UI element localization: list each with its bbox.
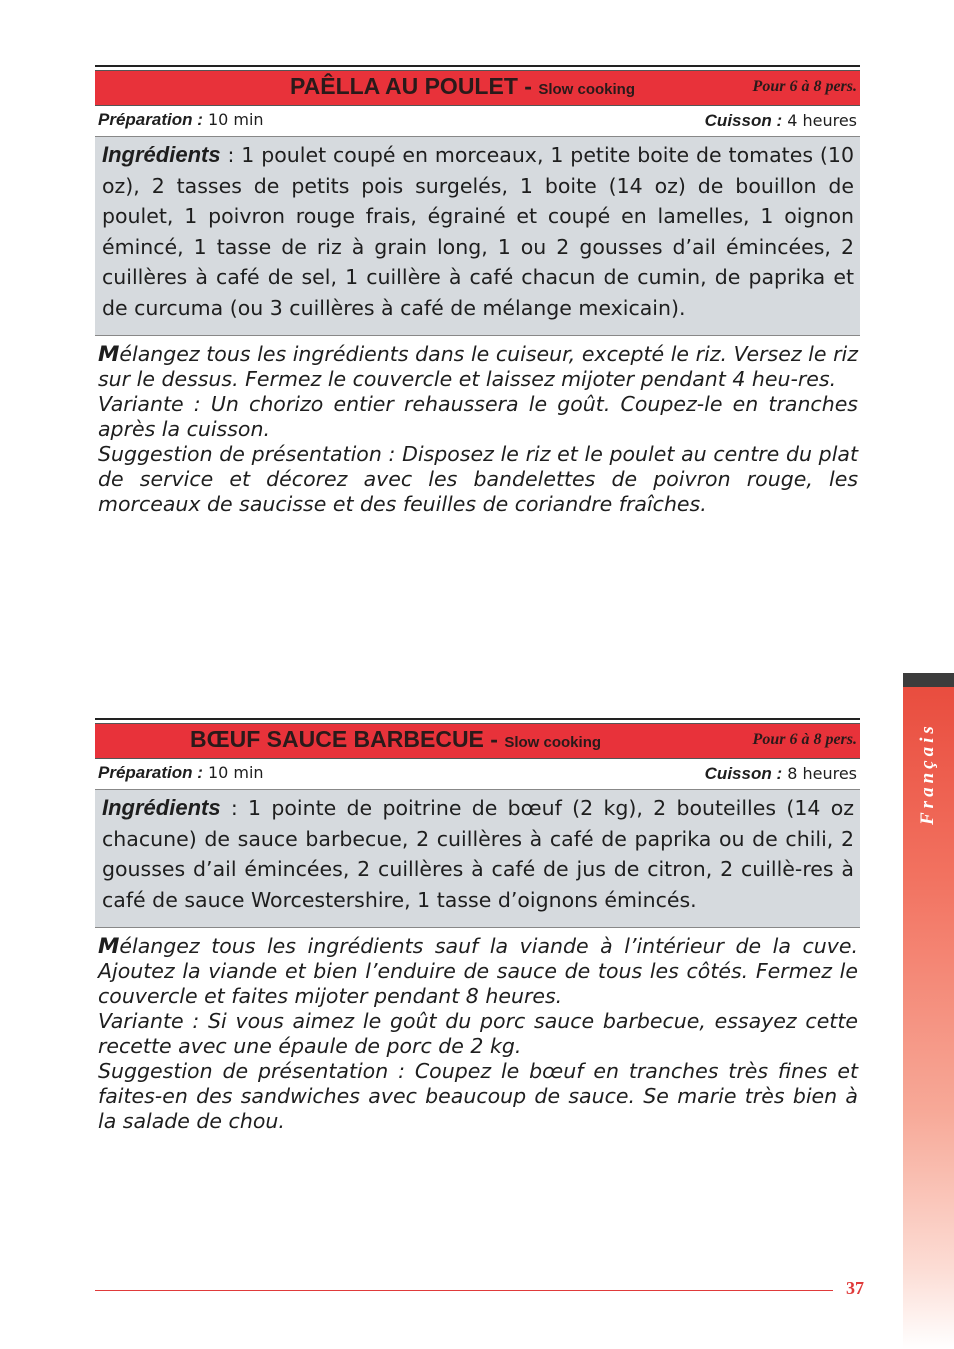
cook-time [705,111,857,131]
recipe-title-bar [95,70,860,106]
cook-label: Cuisson : [704,111,783,130]
ingredients-box [95,789,860,928]
method-text [95,928,860,1134]
recipe-title-bar [95,723,860,759]
prep-label: Préparation : [98,110,203,129]
ingredients-text: : 1 pointe de poitrine de bœuf (2 kg), 2 bouteilles (14 oz chacune) de sauce barbecue, 2 cuillères à café de paprika ou de chili, 2 gousses d’ail émincées, 2 cuillères à café de jus de citron, 2 cuillè-res à café de sauce Worcestershire, 1 tasse d’oignons émincés. [102,796,854,912]
cook-label: Cuisson : [704,764,783,783]
recipe-servings: Pour 6 à 8 pers. [752,731,857,748]
variant-paragraph: Variante : Un chorizo entier rehaussera le goût. Coupez-le en tranches après la cuisson. [98,392,858,441]
suggestion-paragraph: Suggestion de présentation : Coupez le bœuf en tranches très fines et faites-en des sandwiches avec beaucoup de sauce. Se marie très bien à la salade de chou. [98,1059,858,1133]
recipe-times [95,759,860,789]
method-paragraph [98,934,858,1009]
recipe-cooking-mode: Slow cooking [504,734,602,751]
footer-rule [95,1290,833,1291]
prep-time [98,763,264,783]
language-label: Français [917,722,938,826]
recipe-boeuf-barbecue [95,718,860,1134]
cook-value: 4 heures [787,111,857,130]
method-text [95,336,860,517]
prep-label: Préparation : [98,763,203,782]
cook-time [705,764,857,784]
method-initial: M [98,342,120,367]
recipe-paella [95,65,860,517]
prep-value: 10 min [207,763,264,782]
method-line: élangez tous les ingrédients dans le cuiseur, excepté le riz. Versez le riz sur le dessus. Fermez le couvercle et laissez mijoter pendant 4 heu-res. [98,342,858,391]
method-initial: M [98,934,120,959]
recipe-times [95,106,860,136]
recipe-title [290,73,635,100]
recipe-title-main: PAÊLLA AU POULET - [290,73,539,99]
side-tab-cap [903,673,954,687]
ingredients-label: Ingrédients [102,795,221,820]
ingredients-text: : 1 poulet coupé en morceaux, 1 petite boite de tomates (10 oz), 2 tasses de petits pois surgelés, 1 boite (14 oz) de bouillon de poulet, 1 poivron rouge frais, égrainé et coupé en lamelles, 1 oignon émincé, 1 tasse de riz à grain long, 1 ou 2 gousses d’ail émincées, 2 cuillères à café de sel, 1 cuillère à café chacun de cumin, de paprika et de curcuma (ou 3 cuillères à café de mélange mexicain). [102,143,854,320]
ingredients-label: Ingrédients [102,142,221,167]
ingredients-box [95,136,860,336]
method-line: élangez tous les ingrédients sauf la viande à l’intérieur de la cuve. Ajoutez la viande et bien l’enduire de sauce de tous les côtés. Fermez le couvercle et faites mijoter pendant 8 heures. [98,934,858,1008]
cook-value: 8 heures [787,764,857,783]
language-side-tab [903,673,954,1349]
recipe-title [190,726,601,753]
page-number: 37 [846,1278,864,1298]
prep-time [98,110,264,130]
variant-paragraph: Variante : Si vous aimez le goût du porc sauce barbecue, essayez cette recette avec une épaule de porc de 2 kg. [98,1009,858,1058]
method-paragraph [98,342,858,392]
prep-value: 10 min [207,110,264,129]
recipe-title-main: BŒUF SAUCE BARBECUE - [190,726,505,752]
suggestion-paragraph: Suggestion de présentation : Disposez le riz et le poulet au centre du plat de service et décorez avec les bandelettes de poivron rouge, les morceaux de saucisse et des feuilles de coriandre fraîches. [98,442,858,516]
recipe-servings: Pour 6 à 8 pers. [752,78,857,95]
recipe-cooking-mode: Slow cooking [538,81,635,98]
